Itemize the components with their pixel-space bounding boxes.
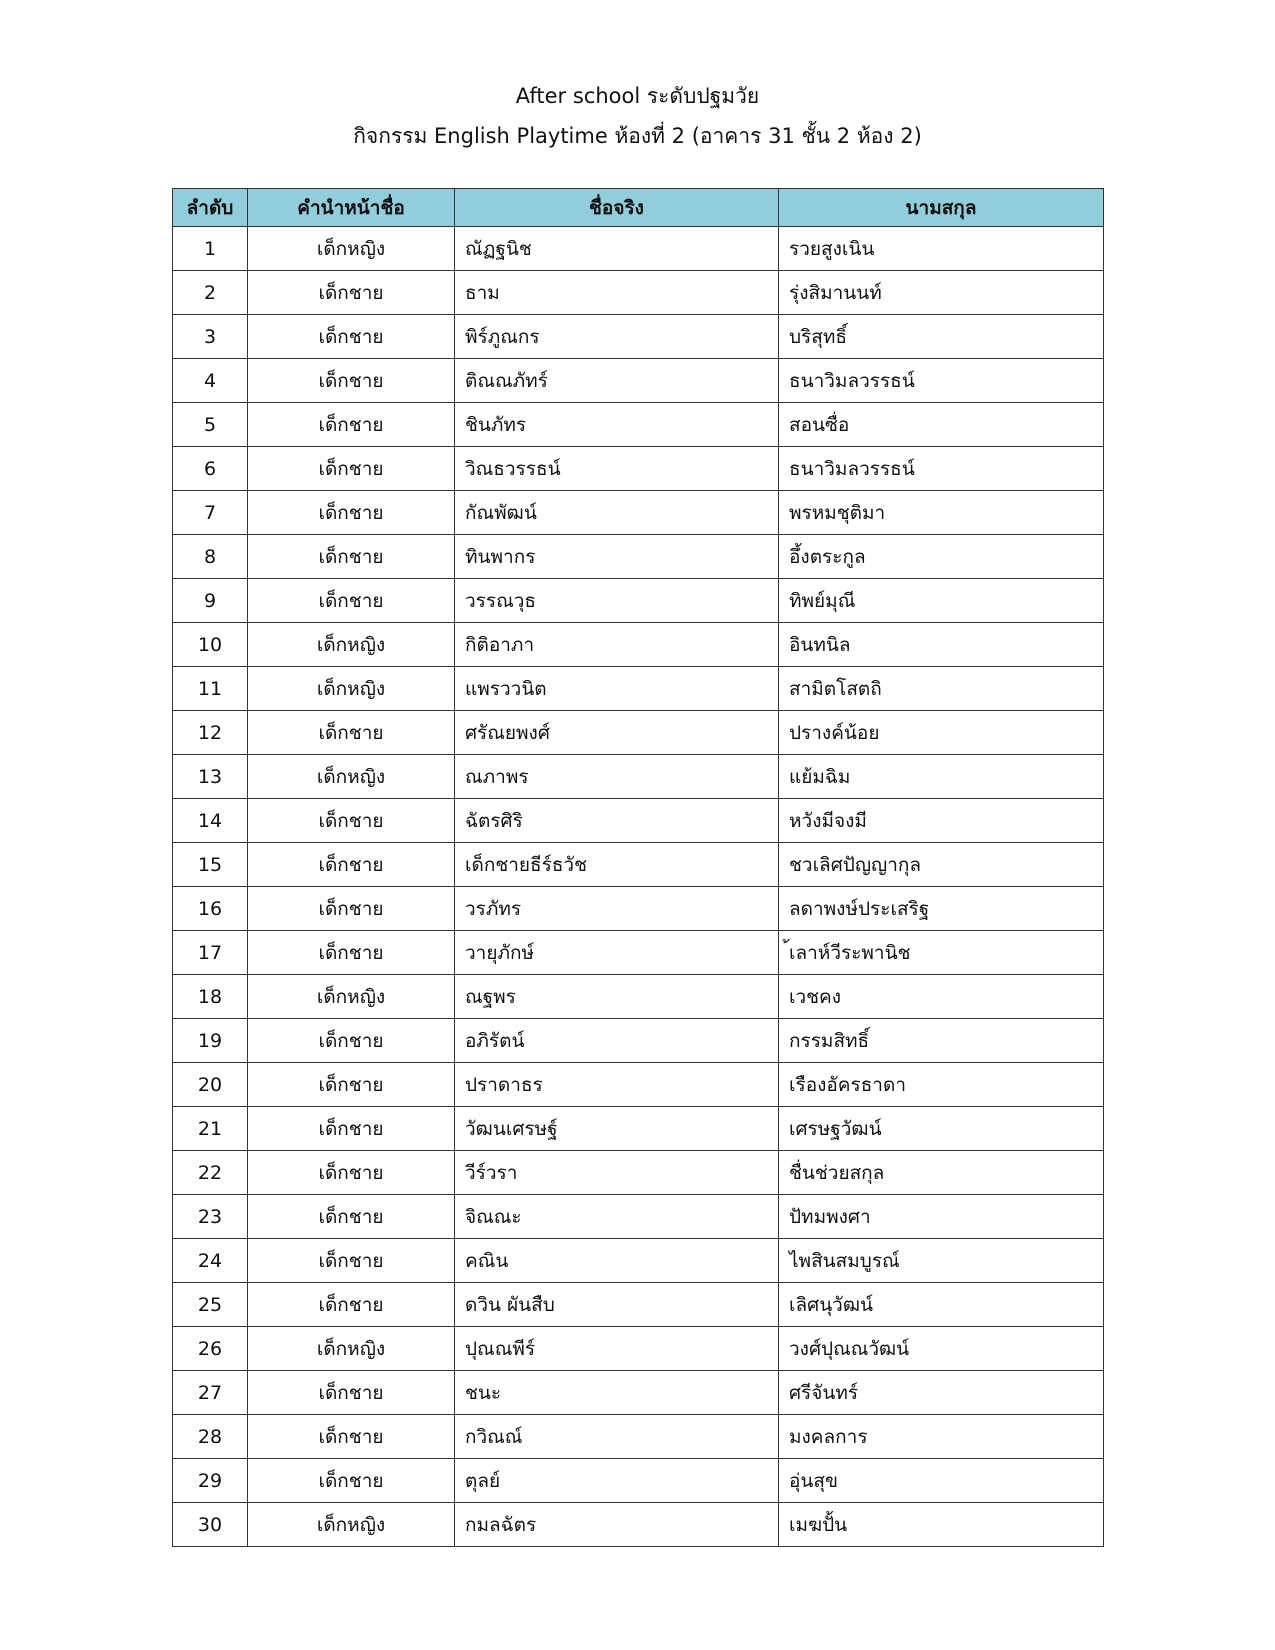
last-name: รุ่งสิมานนท์ (779, 271, 1104, 315)
row-number: 3 (173, 315, 248, 359)
first-name: อภิรัตน์ (455, 1019, 779, 1063)
last-name: สามิตโสตถิ (779, 667, 1104, 711)
row-number: 19 (173, 1019, 248, 1063)
row-number: 13 (173, 755, 248, 799)
last-name: รวยสูงเนิน (779, 227, 1104, 271)
first-name: ทินพากร (455, 535, 779, 579)
row-number: 30 (173, 1503, 248, 1547)
row-number: 22 (173, 1151, 248, 1195)
row-number: 14 (173, 799, 248, 843)
last-name: พรหมชุติมา (779, 491, 1104, 535)
first-name: พิร์ภูณกร (455, 315, 779, 359)
table-row (173, 535, 1104, 579)
name-prefix: เด็กชาย (248, 579, 455, 623)
name-prefix: เด็กหญิง (248, 667, 455, 711)
row-number: 9 (173, 579, 248, 623)
table-row (173, 931, 1104, 975)
name-prefix: เด็กหญิง (248, 975, 455, 1019)
first-name: กมลฉัตร (455, 1503, 779, 1547)
name-prefix: เด็กชาย (248, 711, 455, 755)
row-number: 26 (173, 1327, 248, 1371)
row-number: 28 (173, 1415, 248, 1459)
table-row (173, 447, 1104, 491)
name-prefix: เด็กหญิง (248, 623, 455, 667)
last-name: วงศ์ปุณณวัฒน์ (779, 1327, 1104, 1371)
row-number: 4 (173, 359, 248, 403)
first-name: วรรณวุธ (455, 579, 779, 623)
first-name: ชนะ (455, 1371, 779, 1415)
name-prefix: เด็กชาย (248, 271, 455, 315)
first-name: คณิน (455, 1239, 779, 1283)
row-number: 11 (173, 667, 248, 711)
name-prefix: เด็กชาย (248, 447, 455, 491)
first-name: ปุณณพีร์ (455, 1327, 779, 1371)
first-name: ณภาพร (455, 755, 779, 799)
table-body (173, 227, 1104, 1547)
first-name: ฉัตรศิริ (455, 799, 779, 843)
table-row (173, 1239, 1104, 1283)
last-name: ชื่นช่วยสกุล (779, 1151, 1104, 1195)
last-name: อินทนิล (779, 623, 1104, 667)
name-prefix: เด็กหญิง (248, 1503, 455, 1547)
name-prefix: เด็กชาย (248, 1063, 455, 1107)
last-name: หวังมีจงมี (779, 799, 1104, 843)
first-name: ณฐพร (455, 975, 779, 1019)
name-prefix: เด็กชาย (248, 1371, 455, 1415)
document-header (0, 76, 1275, 156)
last-name: แย้มฉิม (779, 755, 1104, 799)
table-row (173, 711, 1104, 755)
name-prefix: เด็กชาย (248, 1239, 455, 1283)
row-number: 20 (173, 1063, 248, 1107)
name-prefix: เด็กหญิง (248, 1327, 455, 1371)
name-prefix: เด็กชาย (248, 931, 455, 975)
row-number: 17 (173, 931, 248, 975)
last-name: อึ้งตระกูล (779, 535, 1104, 579)
table-row (173, 1371, 1104, 1415)
first-name: ธาม (455, 271, 779, 315)
last-name: ชวเลิศปัญญากุล (779, 843, 1104, 887)
row-number: 8 (173, 535, 248, 579)
first-name: ณัฏฐนิช (455, 227, 779, 271)
column-header-number: ลำดับ (173, 189, 248, 227)
row-number: 27 (173, 1371, 248, 1415)
name-prefix: เด็กชาย (248, 887, 455, 931)
name-prefix: เด็กชาย (248, 843, 455, 887)
table-row (173, 1107, 1104, 1151)
table-row (173, 799, 1104, 843)
table-row (173, 491, 1104, 535)
row-number: 6 (173, 447, 248, 491)
name-prefix: เด็กชาย (248, 1019, 455, 1063)
row-number: 21 (173, 1107, 248, 1151)
row-number: 24 (173, 1239, 248, 1283)
last-name: เวชคง (779, 975, 1104, 1019)
first-name: ดวิน ผันสืบ (455, 1283, 779, 1327)
last-name: ปรางค์น้อย (779, 711, 1104, 755)
last-name: ลดาพงษ์ประเสริฐ (779, 887, 1104, 931)
first-name: จิณณะ (455, 1195, 779, 1239)
name-prefix: เด็กชาย (248, 491, 455, 535)
table-row (173, 403, 1104, 447)
first-name: วีร์วรา (455, 1151, 779, 1195)
table-header-row (173, 189, 1104, 227)
last-name: ศรีจันทร์ (779, 1371, 1104, 1415)
table-row (173, 315, 1104, 359)
column-header-last-name: นามสกุล (779, 189, 1104, 227)
first-name: วัฒนเศรษฐ์ (455, 1107, 779, 1151)
first-name: ชินภัทร (455, 403, 779, 447)
name-prefix: เด็กชาย (248, 535, 455, 579)
table-row (173, 271, 1104, 315)
last-name: ปัทมพงศา (779, 1195, 1104, 1239)
row-number: 10 (173, 623, 248, 667)
first-name: ติณณภัทร์ (455, 359, 779, 403)
name-prefix: เด็กหญิง (248, 227, 455, 271)
row-number: 16 (173, 887, 248, 931)
document-subtitle: กิจกรรม English Playtime ห้องที่ 2 (อาคาร 31 ชั้น 2 ห้อง 2) (353, 124, 922, 148)
name-prefix: เด็กชาย (248, 359, 455, 403)
last-name: บริสุทธิ์ (779, 315, 1104, 359)
row-number: 7 (173, 491, 248, 535)
table-row (173, 1019, 1104, 1063)
column-header-first-name: ชื่อจริง (455, 189, 779, 227)
row-number: 2 (173, 271, 248, 315)
table-row (173, 1283, 1104, 1327)
document-title: After school ระดับปฐมวัย (515, 84, 760, 108)
first-name: กัณพัฒน์ (455, 491, 779, 535)
name-prefix: เด็กหญิง (248, 755, 455, 799)
first-name: ตุลย์ (455, 1459, 779, 1503)
table-row (173, 1195, 1104, 1239)
last-name: เลิศนุวัฒน์ (779, 1283, 1104, 1327)
first-name: กวิณณ์ (455, 1415, 779, 1459)
table-row (173, 887, 1104, 931)
name-prefix: เด็กชาย (248, 403, 455, 447)
row-number: 18 (173, 975, 248, 1019)
name-prefix: เด็กชาย (248, 1151, 455, 1195)
last-name: มงคลการ (779, 1415, 1104, 1459)
table-row (173, 667, 1104, 711)
row-number: 25 (173, 1283, 248, 1327)
last-name: กรรมสิทธิ์ (779, 1019, 1104, 1063)
name-prefix: เด็กชาย (248, 1459, 455, 1503)
first-name: ปราดาธร (455, 1063, 779, 1107)
first-name: กิติอาภา (455, 623, 779, 667)
first-name: วายุภักษ์ (455, 931, 779, 975)
table-row (173, 579, 1104, 623)
row-number: 23 (173, 1195, 248, 1239)
name-prefix: เด็กชาย (248, 315, 455, 359)
first-name: วรภัทร (455, 887, 779, 931)
last-name: ธนาวิมลวรรธน์ (779, 447, 1104, 491)
row-number: 1 (173, 227, 248, 271)
first-name: แพรววนิต (455, 667, 779, 711)
last-name: ้เลาห์วีระพานิช (779, 931, 1104, 975)
table-row (173, 843, 1104, 887)
name-prefix: เด็กชาย (248, 799, 455, 843)
row-number: 12 (173, 711, 248, 755)
first-name: ศรัณยพงศ์ (455, 711, 779, 755)
table-row (173, 1063, 1104, 1107)
table-row (173, 1415, 1104, 1459)
first-name: เด็กชายธีร์ธวัช (455, 843, 779, 887)
first-name: วิณธวรรธน์ (455, 447, 779, 491)
last-name: อุ่นสุข (779, 1459, 1104, 1503)
last-name: ทิพย์มุณี (779, 579, 1104, 623)
name-prefix: เด็กชาย (248, 1415, 455, 1459)
last-name: เศรษฐวัฒน์ (779, 1107, 1104, 1151)
last-name: เรืองอัครธาดา (779, 1063, 1104, 1107)
row-number: 29 (173, 1459, 248, 1503)
row-number: 5 (173, 403, 248, 447)
student-roster-table (172, 188, 1104, 1547)
table-row (173, 1327, 1104, 1371)
table-row (173, 975, 1104, 1019)
table-row (173, 1151, 1104, 1195)
column-header-prefix: คำนำหน้าชื่อ (248, 189, 455, 227)
last-name: สอนซื่อ (779, 403, 1104, 447)
table-row (173, 623, 1104, 667)
name-prefix: เด็กชาย (248, 1107, 455, 1151)
last-name: เมฆปั้น (779, 1503, 1104, 1547)
name-prefix: เด็กชาย (248, 1283, 455, 1327)
table-row (173, 1503, 1104, 1547)
name-prefix: เด็กชาย (248, 1195, 455, 1239)
row-number: 15 (173, 843, 248, 887)
table-row (173, 359, 1104, 403)
last-name: ไพสินสมบูรณ์ (779, 1239, 1104, 1283)
table-row (173, 1459, 1104, 1503)
table-row (173, 755, 1104, 799)
table-row (173, 227, 1104, 271)
last-name: ธนาวิมลวรรธน์ (779, 359, 1104, 403)
